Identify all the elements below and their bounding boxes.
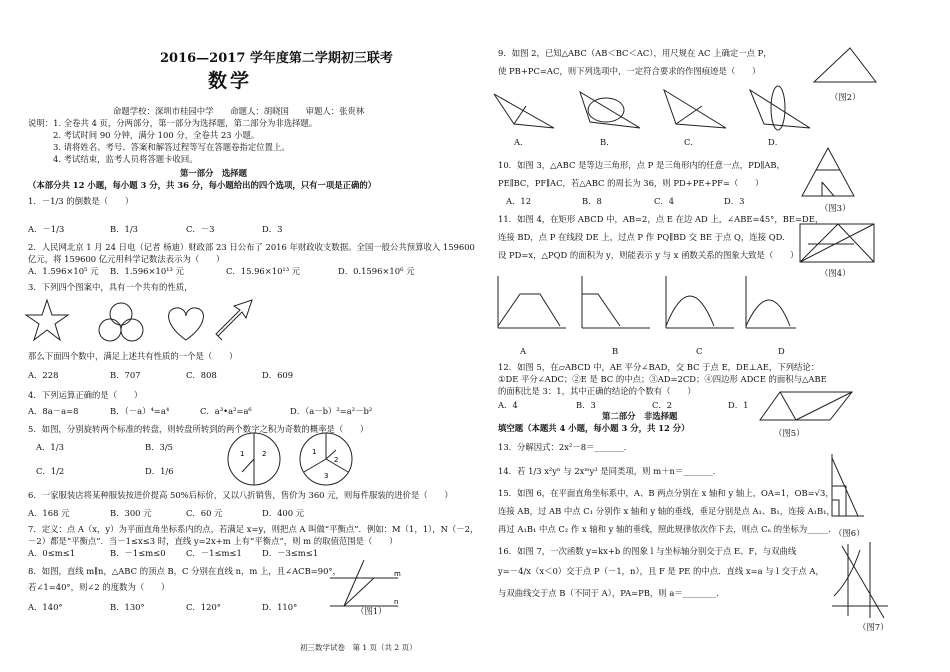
q3-figures [26, 296, 256, 348]
q9-stem-1: 9．如图 2，已知△ABC（AB＜BC＜AC），用尺规在 AC 上确定一点 P， [498, 48, 772, 58]
q9-stem-2: 使 PB+PC=AC，则下列选项中，一定符合要求的作图痕迹是（ ） [498, 66, 761, 76]
right-column [478, 0, 950, 672]
q11-stem-2: 连接 BD，点 P 在线段 DE 上，过点 P 作 PQ∥BD 交 BE 于点 Q，连接 QD. [498, 232, 785, 242]
q1-option-b: B．1/3 [110, 224, 139, 234]
exam-meta: 命题学校：深圳市桂园中学 命题人：胡晓国 审题人：张贵林 [113, 106, 365, 116]
q9-option-d: D． [768, 137, 784, 147]
subject-title: 数学 [208, 70, 253, 92]
part1-note: （本部分共 12 小题，每小题 3 分，共 36 分，每小题给出的四个选项，只有一项是正确的） [28, 180, 377, 190]
heart-figure [169, 308, 204, 340]
q8-stem-1: 8．如图，直线 m∥n，△ABC 的顶点 B，C 分别在直线 n，m 上，且∠ACB=90°， [28, 566, 341, 576]
spinner-2-label-2: 2 [334, 456, 339, 464]
fig5-caption: （图5） [774, 428, 805, 438]
q1-option-a: A．－1/3 [28, 224, 65, 234]
q7-option-a: A．0≤m≤1 [28, 548, 76, 558]
q12-option-c: C．2 [652, 400, 673, 410]
q10-option-c: C．4 [654, 196, 675, 206]
q7-stem-1: 7．定义：点 A（x，y）为平面直角坐标系内的点，若满足 x=y，则把点 A 叫做“平衡点”．例如：M（1，1），N（－2， [28, 524, 479, 534]
q13-stem: 13．分解因式：2x²－8＝_______. [498, 442, 627, 452]
q12-option-a: A．4 [498, 400, 518, 410]
q6-option-b: B．300 元 [110, 508, 152, 518]
q4-stem: 4．下列运算正确的是（ ） [28, 390, 143, 400]
part1-heading: 第一部分 选择题 [180, 168, 247, 178]
q8-option-c: C．120° [186, 602, 221, 612]
q10-figure [800, 146, 856, 202]
star-figure [26, 300, 68, 340]
svg-text:n: n [394, 598, 399, 606]
q14-stem: 14．若 1/3 x²yⁿ 与 2xᵐy³ 是同类项，则 m＋n＝_______. [498, 466, 716, 476]
part2-note: 填空题（本题共 4 小题，每小题 3 分，共 12 分） [498, 423, 690, 433]
q9-option-b: B． [600, 137, 615, 147]
q6-option-a: A．168 元 [28, 508, 70, 518]
q10-option-d: D．3 [724, 196, 745, 206]
q16-stem-3: 与双曲线交于点 B（不同于 A），PA=PB，则 a＝________. [498, 588, 719, 598]
instruction-1: 说明：1. 全卷共 4 页，分两部分，第一部分为选择题，第二部分为非选择题。 [28, 118, 318, 128]
q8-option-b: B．130° [110, 602, 145, 612]
q2-option-a: A．1.596×10⁵ 元 [28, 266, 99, 276]
exam-title: 2016—2017 学年度第二学期初三联考 [160, 51, 393, 66]
fig4-caption: （图4） [820, 268, 851, 278]
q10-stem-1: 10．如图 3，△ABC 是等边三角形，点 P 是三角形内的任意一点，PD∥AB， [498, 160, 785, 170]
q9-option-a: A． [514, 137, 529, 147]
q3-option-a: A．228 [28, 370, 59, 380]
instruction-4: 4. 考试结束，监考人员将答题卡收回。 [53, 154, 198, 164]
q3-option-b: B．707 [110, 370, 141, 380]
fig6-caption: （图6） [834, 528, 865, 538]
q3-option-c: C．808 [186, 370, 217, 380]
q1-option-d: D．3 [262, 224, 283, 234]
q11-option-a: A [520, 346, 527, 356]
q12-figure [758, 388, 856, 424]
q1-stem: 1．－1/3 的倒数是（ ） [28, 196, 134, 206]
q8-option-d: D．110° [262, 602, 298, 612]
q7-stem-2: －2）都是“平衡点”．当－1≤x≤3 时，直线 y=2x+m 上有“平衡点”，则 m 的取值范围是（ ） [28, 536, 398, 546]
q11-stem-3: 设 PD=x，△PQD 的面积为 y，则能表示 y 与 x 函数关系的图象大致是（ ） [498, 250, 799, 260]
q6-option-c: C．60 元 [186, 508, 223, 518]
q15-figure [828, 452, 866, 522]
q7-option-d: D．－3≤m≤1 [262, 548, 319, 558]
q4-option-b: B．（－a）⁴=a⁴ [110, 406, 170, 416]
q6-stem: 6．一家服装店将某种服装按进价提高 50%后标价，又以八折销售，售价为 360 元，则每件服装的进价是（ ） [28, 490, 453, 500]
q5-option-d: D．1/6 [145, 466, 174, 476]
q5-stem: 5．如图，分别旋转两个标准的转盘，则转盘所转到的两个数字之积为奇数的概率是（ ） [28, 424, 369, 434]
q1-option-c: C．－3 [186, 224, 215, 234]
q12-stem-2: ①DE 平分∠ADC；②E 是 BC 的中点；③AD=2CD；④四边形 ADCE 的面积与△ABE [498, 374, 827, 384]
q8-stem-2: 若∠1=40°，则∠2 的度数为（ ） [28, 582, 170, 592]
q12-stem-3: 的面积比是 3：1，其中正确的结论的个数有（ ） [498, 386, 696, 396]
q5-option-b: B．3/5 [145, 442, 174, 452]
q16-stem-2: y=－4/x（x＜0）交于点 P（－1，n），且 F 是 PE 的中点．直线 x=a 与 l 交于点 A， [498, 566, 824, 576]
spinner-1-label-2: 2 [262, 450, 267, 458]
part2-heading: 第二部分 非选择题 [602, 411, 678, 421]
spinner-2-label-1: 1 [312, 448, 317, 456]
q12-option-d: D．1 [728, 400, 749, 410]
q4-option-c: C．a³•a²=a⁶ [200, 406, 252, 416]
q9-option-figures [488, 84, 818, 134]
q11-option-b: B [612, 346, 619, 356]
q12-option-b: B．3 [576, 400, 596, 410]
q11-graphs [490, 272, 800, 344]
q2-option-d: D．0.1596×10⁶ 元 [338, 266, 415, 276]
q10-option-a: A．12 [506, 196, 532, 206]
q5-option-c: C．1/2 [36, 466, 65, 476]
q4-option-a: A．8a－a=8 [28, 406, 79, 416]
q11-figure [798, 220, 878, 266]
q15-stem-3: 再过 A₁B₁ 中点 C₂ 作 x 轴和 y 轴的垂线，照此规律依次作下去，则点 Cₙ 的坐标为_____. [498, 524, 831, 534]
q11-graph-d [746, 276, 796, 328]
q16-figure [830, 540, 890, 620]
q9-option-c: C． [684, 137, 699, 147]
instruction-3: 3. 请将姓名、考号、答案和解答过程等写在答题卷指定位置上。 [53, 142, 290, 152]
q10-option-b: B．8 [582, 196, 602, 206]
q7-option-b: B．－1≤m≤0 [110, 548, 166, 558]
q12-stem-1: 12．如图 5，在▱ABCD 中，AE 平分∠BAD，交 BC 于点 E，DE⊥AE，下列结论： [498, 362, 820, 372]
q6-option-d: D．400 元 [262, 508, 305, 518]
q5-option-a: A．1/3 [36, 442, 64, 452]
q10-stem-2: PE∥BC，PF∥AC，若△ABC 的周长为 36，则 PD+PE+PF=（ ） [498, 178, 764, 188]
q11-option-d: D [778, 346, 785, 356]
q11-option-c: C [696, 346, 703, 356]
fig7-caption: （图7） [858, 622, 889, 632]
q3-after: 那么下面四个数中，满足上述共有性质的一个是（ ） [28, 351, 238, 361]
q16-stem-1: 16．如图 7，一次函数 y=kx+b 的图象 l 与坐标轴分别交于点 E、F，与双曲线 [498, 546, 797, 556]
q15-stem-2: 连接 AB，过 AB 中点 C₁ 分别作 x 轴和 y 轴的垂线，垂足分别是点 A₁、B₁，连接 A₁B₁， [498, 506, 835, 516]
fig1-caption: （图1） [356, 606, 387, 616]
q11-graph-b [582, 276, 650, 328]
q5-spinners [226, 430, 356, 488]
page-footer: 初三数学试卷 第 1 页（共 2 页） [300, 643, 417, 652]
spinner-2-label-3: 3 [324, 472, 329, 480]
q2-stem-1: 2．人民网北京 1 月 24 日电（记者 杨迪）财政部 23 日公布了 2016 年财政收支数据。全国一般公共预算收入 159600 [28, 242, 475, 252]
q3-option-d: D．609 [262, 370, 294, 380]
q9-main-triangle [810, 44, 880, 86]
svg-text:m: m [394, 570, 401, 578]
spinner-1-label-1: 1 [240, 450, 245, 458]
three-rings-figure [99, 303, 143, 341]
q8-option-a: A．140° [28, 602, 63, 612]
q11-graph-c [666, 276, 734, 328]
q4-option-d: D．（a－b）²=a²－b² [290, 406, 373, 416]
fig2-caption: （图2） [830, 92, 861, 102]
q11-stem-1: 11．如图 4，在矩形 ABCD 中，AB=2，点 E 在边 AD 上，∠ABE=45°，BE=DE， [498, 214, 824, 224]
q11-graph-a [498, 276, 566, 328]
q3-stem: 3．下列四个图案中，具有一个共有的性质， [28, 282, 193, 292]
q7-option-c: C．－1≤m≤1 [186, 548, 242, 558]
arrow-figure [216, 300, 252, 340]
q2-option-b: B．1.596×10¹³ 元 [110, 266, 184, 276]
q2-option-c: C．15.96×10¹³ 元 [226, 266, 301, 276]
q2-stem-2: 亿元，将 159600 亿元用科学记数法表示为（ ） [28, 254, 225, 264]
fig3-caption: （图3） [820, 203, 851, 213]
q15-stem-1: 15．如图 6，在平面直角坐标系中，A、B 两点分别在 x 轴和 y 轴上，OA=1，OB=√3， [498, 488, 834, 498]
instruction-2: 2. 考试时间 90 分钟，满分 100 分，全卷共 23 小题。 [53, 130, 260, 140]
